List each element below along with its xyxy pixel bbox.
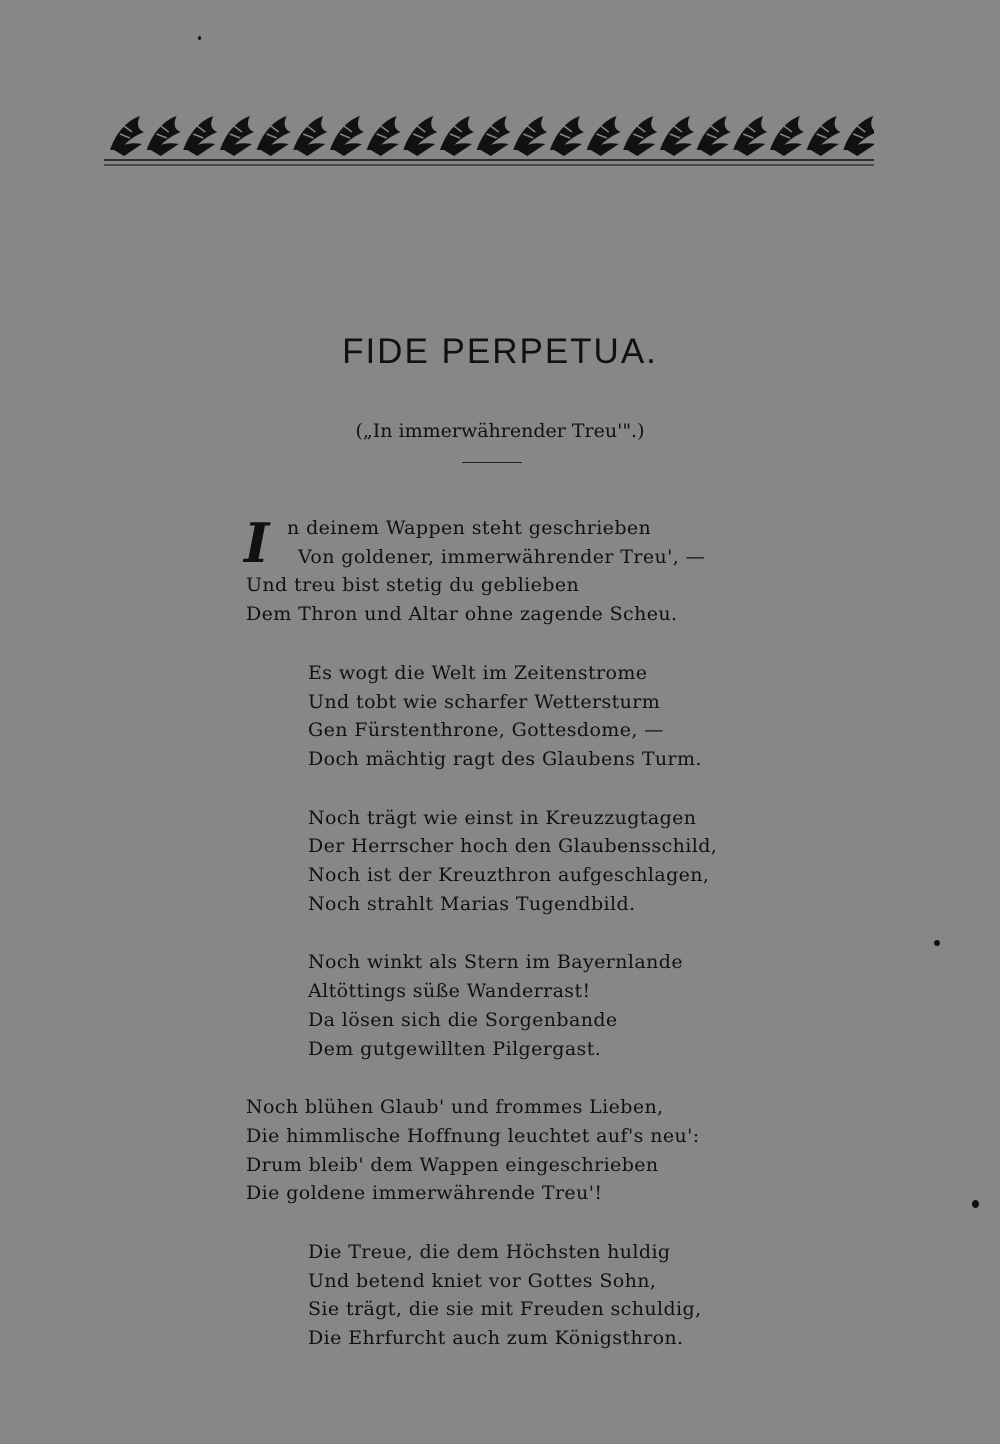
poem-line: Der Herrscher hoch den Glaubensschild, [308,835,718,858]
poem-line: Und treu bist stetig du geblieben [246,574,580,597]
poem-line: Dem gutgewillten Pilgergast. [308,1037,602,1060]
leaf-icon [660,116,694,156]
leaf-icon [183,116,217,156]
leaf-icon [403,116,437,156]
leaf-icon [697,116,731,156]
poem-line: Von goldener, immerwährender Treu', — [298,545,706,568]
page-subtitle: („In immerwährender Treu'".) [355,420,645,442]
leaf-icon [257,116,291,156]
leaf-icon [147,116,181,156]
page-title: FIDE PERPETUA. [342,332,658,371]
ink-speck [198,36,201,40]
poem-line: Die himmlische Hoffnung leuchtet auf's neu': [246,1124,700,1147]
poem-line: Die Treue, die dem Höchsten huldig [308,1241,671,1264]
leaf-icon [513,116,547,156]
leaf-icon [733,116,767,156]
leaf-icon [110,116,144,156]
poem-line: Es wogt die Welt im Zeitenstrome [308,661,648,684]
ink-speck [934,940,940,946]
poem-line: Dem Thron und Altar ohne zagende Scheu. [246,603,678,626]
poem-line: Noch ist der Kreuzthron aufgeschlagen, [308,864,710,887]
stanza [0,1238,1000,1353]
stanza [0,659,1000,774]
poem-line: Noch blühen Glaub' und frommes Lieben, [246,1096,664,1119]
poem-line: Und tobt wie scharfer Wettersturm [308,690,661,713]
poem-line: Drum bleib' dem Wappen eingeschrieben [246,1153,659,1176]
poem-line: n deinem Wappen steht geschrieben [287,517,652,539]
leaf-icon [293,116,327,156]
poem-line: Die Ehrfurcht auch zum Königsthron. [308,1327,684,1350]
leaf-icon [477,116,511,156]
poem-line: Noch strahlt Marias Tugendbild. [308,892,636,915]
poem-line: Und betend kniet vor Gottes Sohn, [308,1269,657,1292]
stanza [0,804,1000,919]
stanza [0,511,1000,629]
title-divider [462,462,522,463]
leaf-icon [623,116,657,156]
poem [0,511,1000,1383]
poem-line: Sie trägt, die sie mit Freuden schuldig, [308,1298,702,1321]
poem-line: Noch trägt wie einst in Kreuzzugtagen [308,806,697,829]
poem-line: Gen Fürstenthrone, Gottesdome, — [308,719,664,742]
leaf-icon [550,116,584,156]
stanza [0,1093,1000,1208]
ink-speck [972,1200,979,1208]
poem-line: Doch mächtig ragt des Glaubens Turm. [308,747,702,770]
drop-cap: I [244,511,270,575]
leaf-icon [807,116,841,156]
stanza [0,948,1000,1063]
leaf-icon [330,116,364,156]
poem-line: Da lösen sich die Sorgenbande [308,1008,618,1031]
leaf-icon [587,116,621,156]
leaf-icon [770,116,804,156]
leaf-icon [440,116,474,156]
poem-line: Noch winkt als Stern im Bayernlande [308,951,683,974]
poem-line: Die goldene immerwährende Treu'! [246,1182,603,1205]
leaf-border-icon [104,108,874,172]
leaf-icon [220,116,254,156]
poem-line: Altöttings süße Wanderrast! [308,980,591,1003]
leaf-icon [367,116,401,156]
leaf-icon [843,116,874,156]
